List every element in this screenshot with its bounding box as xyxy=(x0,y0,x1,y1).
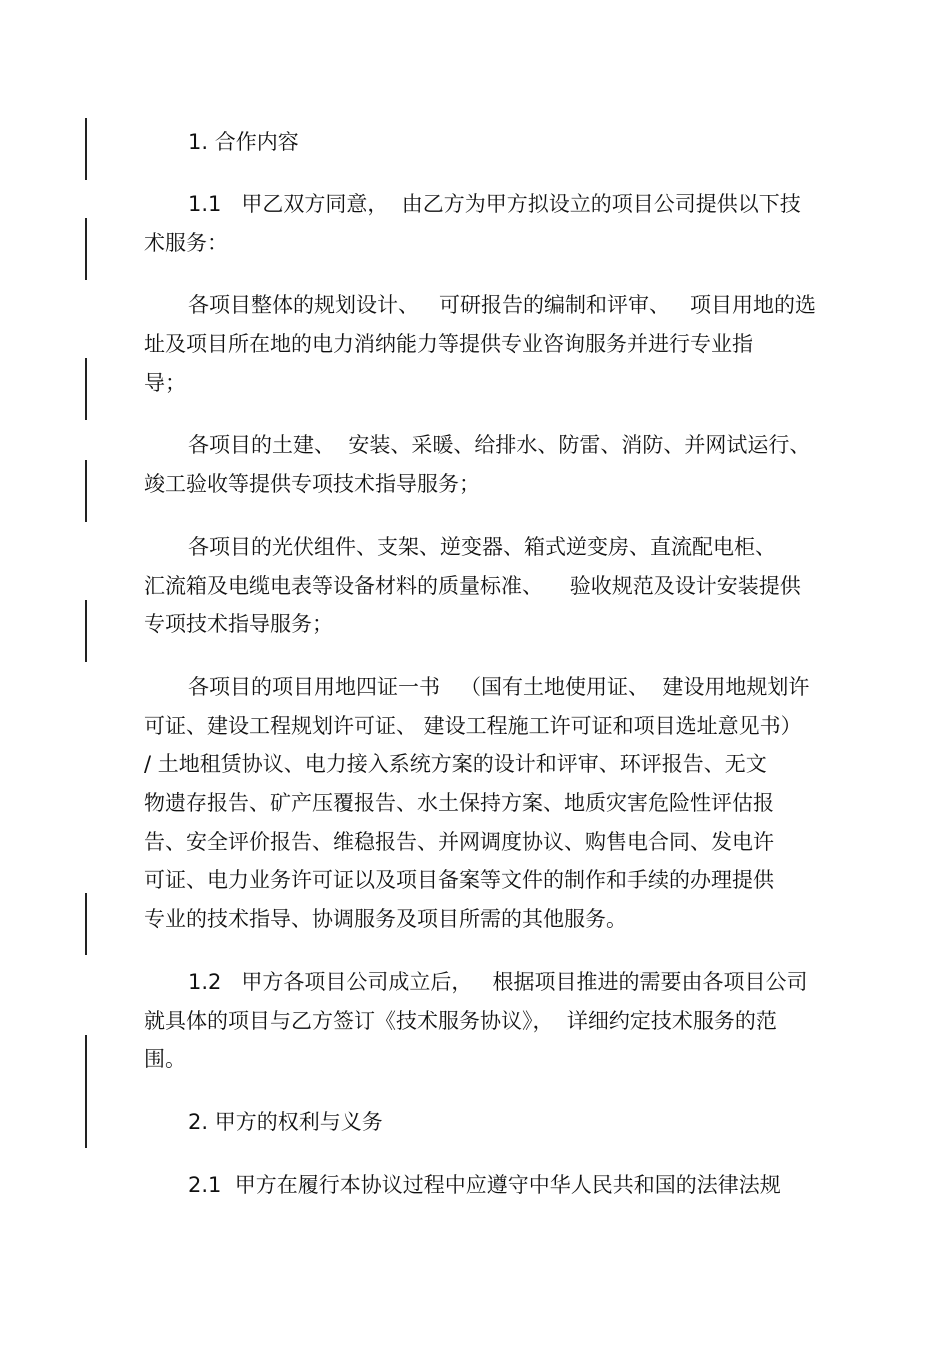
paragraph-d-line: 告、安全评价报告、维稳报告、并网调度协议、购售电合同、发电许 xyxy=(144,830,774,854)
paragraph-c-line: 各项目的光伏组件、支架、逆变器、箱式逆变房、直流配电柜、 xyxy=(188,535,776,559)
paragraph-a-line: 导； xyxy=(144,371,186,395)
margin-bar xyxy=(85,218,87,280)
margin-bar xyxy=(85,600,87,662)
paragraph-d-line: 可证、电力业务许可证以及项目备案等文件的制作和手续的办理提供 xyxy=(144,868,774,892)
paragraph-c-line: 专项技术指导服务； xyxy=(144,612,333,636)
paragraph-c-line: 汇流箱及电缆电表等设备材料的质量标准、 验收规范及设计安装提供 xyxy=(144,574,801,598)
margin-bar xyxy=(85,118,87,180)
paragraph-b-line: 竣工验收等提供专项技术指导服务； xyxy=(144,472,480,496)
paragraph-b-line: 各项目的土建、 安装、采暖、给排水、防雷、消防、并网试运行、 xyxy=(188,433,811,457)
paragraph-d-line: 物遗存报告、矿产压覆报告、水土保持方案、地质灾害危险性评估报 xyxy=(144,791,774,815)
margin-bar xyxy=(85,893,87,955)
paragraph-d-line: 可证、建设工程规划许可证、 建设工程施工许可证和项目选址意见书） xyxy=(144,714,802,738)
paragraph-d-line: / 土地租赁协议、电力接入系统方案的设计和评审、环评报告、无文 xyxy=(144,752,767,776)
section-heading-1: 1. 合作内容 xyxy=(188,130,299,154)
paragraph-d-line: 专业的技术指导、协调服务及项目所需的其他服务。 xyxy=(144,907,627,931)
paragraph-2-1-line: 2.1 甲方在履行本协议过程中应遵守中华人民共和国的法律法规 xyxy=(188,1173,781,1197)
paragraph-1-1-line: 1.1 甲乙双方同意， 由乙方为甲方拟设立的项目公司提供以下技 xyxy=(188,192,801,216)
paragraph-1-2-line: 1.2 甲方各项目公司成立后， 根据项目推进的需要由各项目公司 xyxy=(188,970,808,994)
paragraph-d-line: 各项目的项目用地四证一书 （国有土地使用证、 建设用地规划许 xyxy=(188,675,810,699)
paragraph-1-2-line: 就具体的项目与乙方签订《技术服务协议》， 详细约定技术服务的范 xyxy=(144,1009,777,1033)
paragraph-1-2-line: 围。 xyxy=(144,1047,186,1071)
margin-bar xyxy=(85,460,87,522)
paragraph-1-1-line: 术服务： xyxy=(144,231,228,255)
margin-bar xyxy=(85,358,87,420)
margin-bar xyxy=(85,1086,87,1148)
paragraph-a-line: 各项目整体的规划设计、 可研报告的编制和评审、 项目用地的选 xyxy=(188,293,817,317)
paragraph-a-line: 址及项目所在地的电力消纳能力等提供专业咨询服务并进行专业指 xyxy=(144,332,753,356)
section-heading-2: 2. 甲方的权利与义务 xyxy=(188,1110,383,1134)
